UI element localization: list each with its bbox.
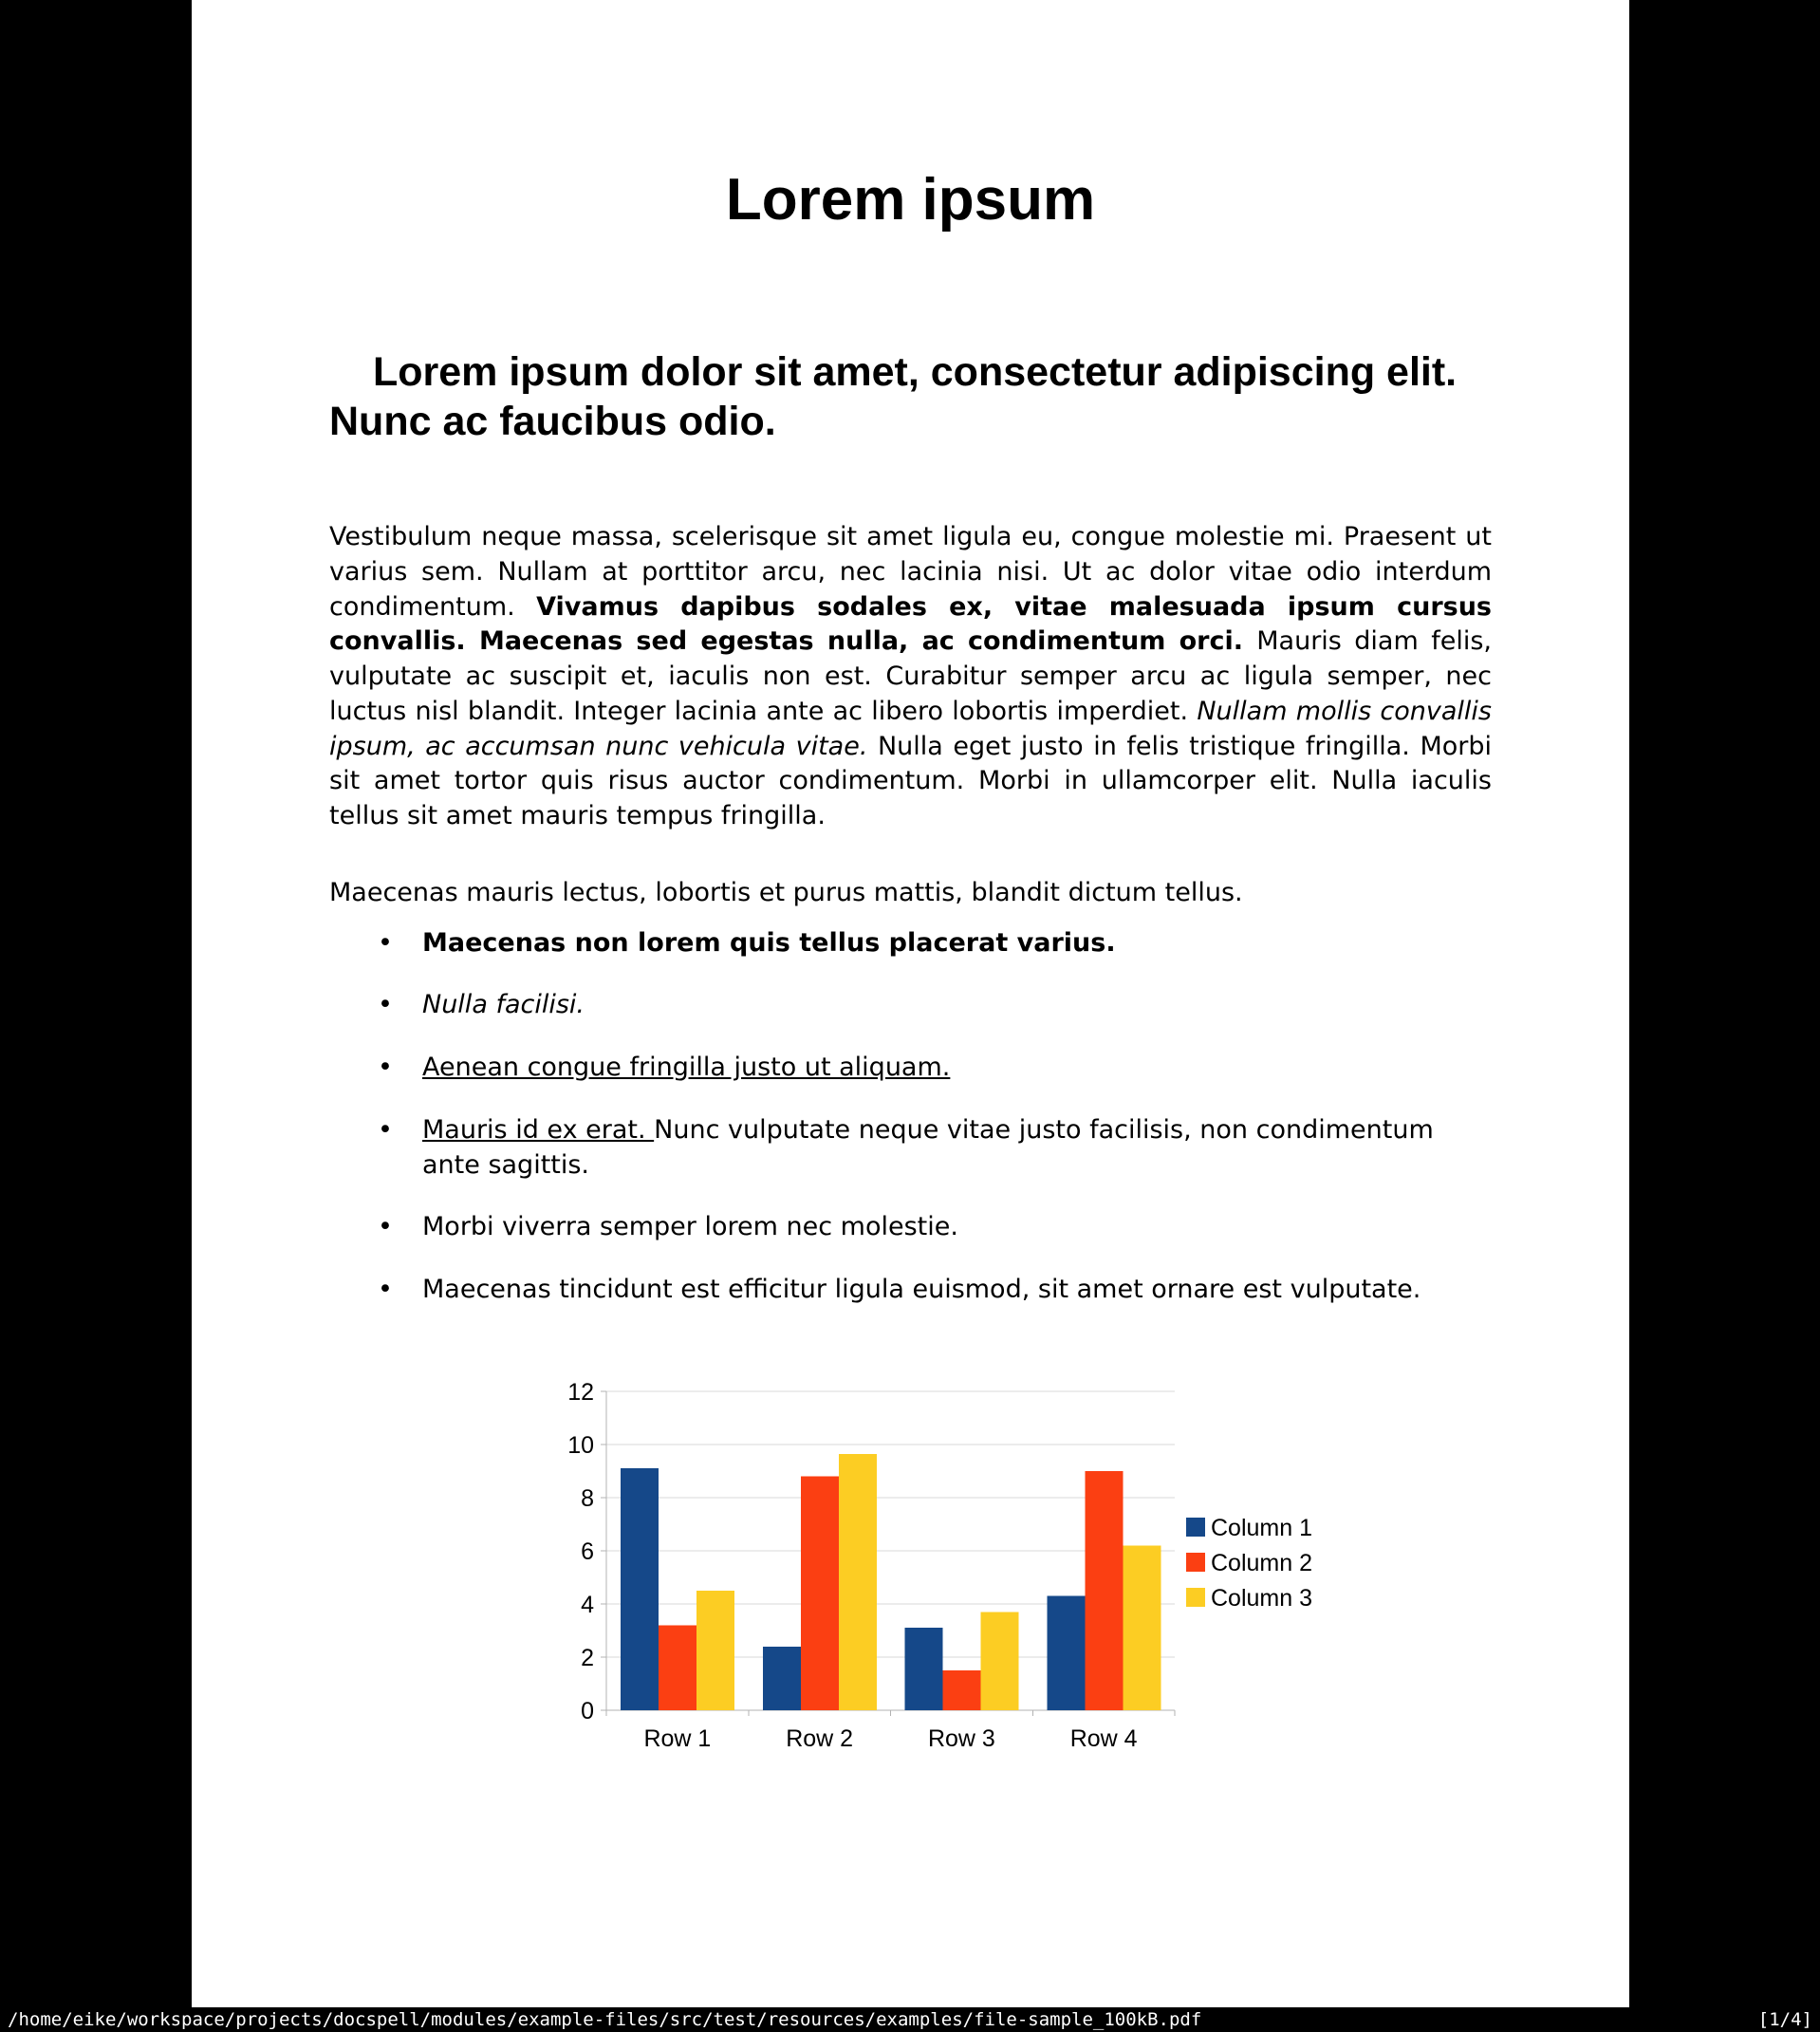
paragraph-lead-in: Maecenas mauris lectus, lobortis et purus mattis, blandit dictum tellus. [329, 877, 1243, 907]
y-axis-label: 12 [567, 1379, 594, 1406]
document-title: Lorem ipsum [725, 167, 1096, 233]
chart-bar [943, 1670, 981, 1710]
chart-bar [981, 1612, 1019, 1710]
y-axis-label: 8 [581, 1485, 594, 1512]
x-axis-label: Row 2 [786, 1725, 854, 1752]
bullet-item [329, 926, 1492, 961]
legend-label: Column 1 [1211, 1515, 1312, 1541]
bullet-marker-icon: • [378, 1212, 393, 1242]
y-axis-label: 10 [567, 1432, 594, 1459]
x-axis-label: Row 3 [927, 1725, 995, 1752]
page-indicator: [1/4] [1757, 2009, 1812, 2030]
legend-swatch [1186, 1588, 1205, 1607]
y-axis-label: 2 [581, 1645, 594, 1671]
legend-swatch [1186, 1553, 1205, 1572]
text-segment: Morbi viverra semper lorem nec molestie. [422, 1212, 958, 1242]
x-axis-label: Row 1 [643, 1725, 712, 1752]
legend-label: Column 2 [1211, 1550, 1312, 1576]
bullet-item [329, 1051, 1492, 1086]
bullet-item [329, 1210, 1492, 1245]
text-segment: Maecenas non lorem quis tellus placerat varius. [422, 927, 1116, 958]
bullet-marker-icon: • [378, 1114, 393, 1145]
legend-swatch [1186, 1518, 1205, 1537]
chart-bar [1085, 1471, 1123, 1710]
text-segment: Nunc vulputate neque vitae justo facilisis, non condimentum ante sagittis. [422, 1114, 1434, 1180]
text-segment: Aenean congue fringilla justo ut aliquam. [422, 1053, 951, 1082]
chart-bar [905, 1628, 943, 1710]
bullet-item [329, 1273, 1492, 1308]
text-segment: Mauris diam felis, vulputate ac suscipit et, iaculis non est. Curabitur semper arcu ac ligula semper, nec luctus nisl blandit. Integer lacinia ante ac libero lobortis imperdiet. [329, 626, 1492, 726]
text-segment: Mauris id ex erat. [422, 1114, 655, 1145]
bullet-marker-icon: • [378, 1053, 393, 1082]
chart-bar [801, 1477, 839, 1710]
text-segment: Nulla facilisi. [422, 990, 585, 1020]
bar-chart [531, 1367, 1347, 1775]
chart-bar [621, 1468, 659, 1710]
chart-bar [839, 1454, 877, 1710]
document-heading: Lorem ipsum dolor sit amet, consectetur adipiscing elit. Nunc ac faucibus odio. [329, 349, 1458, 444]
chart-bar [1047, 1596, 1085, 1710]
bullet-item [329, 1113, 1492, 1184]
chart-bar [659, 1625, 696, 1710]
file-path: /home/eike/workspace/projects/docspell/modules/example-files/src/test/resources/examples/file-sample_100kB.pdf [8, 2009, 1202, 2030]
text-segment: Vestibulum neque massa, scelerisque sit amet ligula eu, congue molestie mi. Praesent ut varius sem. Nullam at porttitor arcu, nec lacinia nisi. Ut ac dolor vitae odio interdum condimentum. [329, 522, 1492, 622]
y-axis-label: 0 [581, 1698, 594, 1724]
y-axis-label: 4 [581, 1592, 594, 1618]
bar-chart-svg [531, 1367, 1347, 1775]
text-segment: Maecenas tincidunt est efficitur ligula euismod, sit amet ornare est vulputate. [422, 1275, 1421, 1304]
bullet-list [329, 926, 1492, 1308]
chart-bar [696, 1591, 734, 1710]
pdf-page [192, 0, 1629, 2007]
text-segment: Vivamus dapibus sodales ex, vitae malesuada ipsum cursus convallis. Maecenas sed egestas nulla, ac condimentum orci. [329, 591, 1492, 657]
legend-label: Column 3 [1211, 1585, 1312, 1612]
bullet-item [329, 988, 1492, 1023]
x-axis-label: Row 4 [1069, 1725, 1138, 1752]
status-bar [0, 2007, 1820, 2032]
bullet-marker-icon: • [378, 927, 393, 958]
bullet-marker-icon: • [378, 990, 393, 1020]
paragraph-body [329, 520, 1492, 834]
chart-bar [1123, 1545, 1161, 1710]
text-segment: Nullam mollis convallis ipsum, ac accumsan nunc vehicula vitae. [329, 696, 1492, 761]
text-segment: Nulla eget justo in felis tristique fringilla. Morbi sit amet tortor quis risus auctor condimentum. Morbi in ullamcorper elit. Nulla iaculis tellus sit amet mauris tempus fringilla. [329, 731, 1492, 830]
bullet-marker-icon: • [378, 1275, 393, 1304]
y-axis-label: 6 [581, 1538, 594, 1565]
chart-bar [763, 1647, 801, 1710]
